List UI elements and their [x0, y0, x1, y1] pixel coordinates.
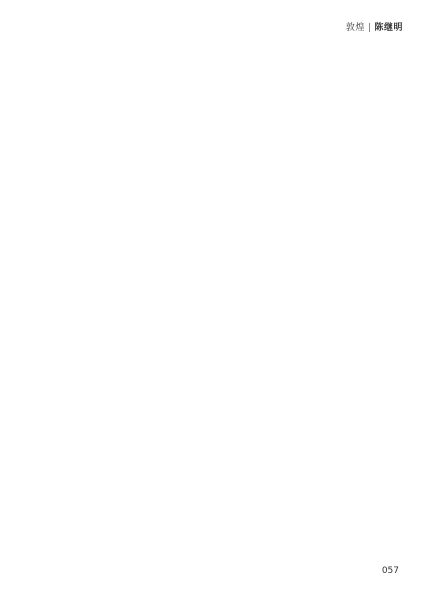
header-section: 敦煌	[345, 23, 365, 33]
right-column	[226, 60, 391, 560]
page-number: 057	[381, 566, 399, 576]
running-header	[346, 20, 403, 33]
header-author: 陈继明	[374, 23, 403, 33]
left-column	[41, 60, 206, 560]
header-separator: |	[367, 23, 372, 33]
article-body	[41, 60, 391, 560]
